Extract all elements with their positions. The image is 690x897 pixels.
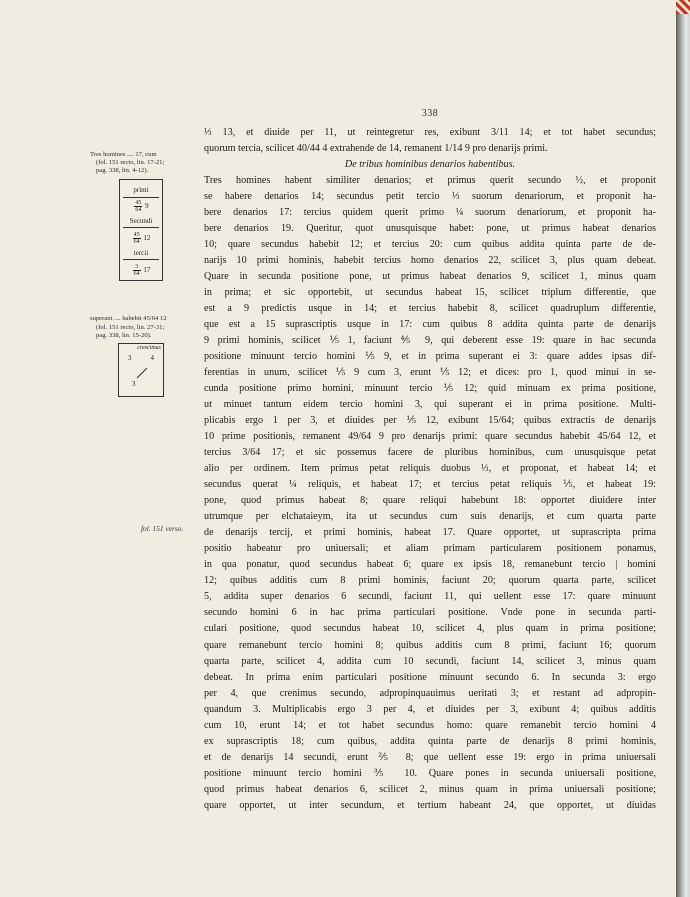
- box-divider: [123, 197, 159, 198]
- text-line: cum 10, erunt 14; et tot habet secundus homo: quare remanebit tercio homini 4: [204, 719, 656, 731]
- text-line: bere denarios 17: tercius quidem querit primo ¼ suorum denariorum, et proponit ha-: [204, 207, 656, 219]
- margin-note-2-line-2: (fol. 151 recto, lin. 27-31;: [96, 324, 165, 331]
- box2-number: 3: [132, 380, 136, 388]
- text-line: quandum 3. Multiplicabis ergo 3 per 4, et diuides per 3, exibunt 4; quibus additis: [204, 703, 656, 715]
- folio-note: fol. 151 verso.: [141, 524, 184, 533]
- margin-note-2-line-3: pag. 338, lin. 15-20).: [96, 332, 152, 339]
- page-number: 338: [421, 108, 439, 119]
- text-line: Tres homines habent similiter denarios; et primus querit secundo ½, et proponit: [204, 175, 656, 187]
- box2-label: crescimus: [137, 345, 161, 351]
- text-line: debeat. In prima enim particulari positione minuunt secundo 6. In secunda 3: ergo: [204, 671, 656, 683]
- box2-number: 4: [150, 354, 154, 362]
- margin-note-2-line-1: superant .... habebit 45/64 12: [90, 315, 167, 322]
- text-line: est a 9 predictis usque in 14; et tercius habebit 8, scilicet quadruplum differentie,: [204, 303, 656, 315]
- box-label-secundi: Secundi: [129, 217, 153, 225]
- text-line: plicabis ergo 1 per 3, et diuides per ⅕ 12, exibunt 15/64; quibus extractis de denarijs: [204, 415, 656, 427]
- text-line: et de denarijs 14 secundi, erunt ⅖ 8; que uellent esse 19: ergo in prima uniuersali: [204, 751, 656, 763]
- text-line: Quare in secunda positione pone, ut primus habeat denarios 9, scilicet 1, minus quam: [204, 271, 656, 283]
- text-line: secundo homini 6 in hac prima particulari positione. Vnde pone in secunda parti-: [204, 607, 656, 619]
- text-line: 9 primi hominis, scilicet ⅕ 1, faciunt ⅘ 9, qui deberent esse 19: quare in hac secunda: [204, 335, 656, 347]
- text-line: quarta parte, scilicet 4, addita cum 10 secundi, faciunt 14, scilicet 3, minus quam: [204, 655, 656, 667]
- text-line: ex suprascriptis 18; cum quibus, addita quinta parte de denarijs 8 primi hominis,: [204, 735, 656, 747]
- text-line: 10 prime positionis, remanent 49/64 9 pro denarijs primi: quare secundus habebit 45/64 12, et: [204, 431, 656, 443]
- box-fraction: $\frac{45}{64}$: [135, 200, 142, 213]
- text-line: ferentias in unum, scilicet ⅕ 9 cum 3, erunt ⅕ 12; et dices: pro 1, quod minui in se-: [204, 367, 656, 379]
- box-fraction: $\frac{45}{64}$: [133, 232, 140, 245]
- box2-diagonal: [119, 344, 163, 396]
- box-label-tercii: tercii: [133, 249, 149, 257]
- text-line: culari positione, quod secundus habeat 10, scilicet 4, plus quam in prima positione;: [204, 623, 656, 635]
- margin-note-1-line-3: pag. 338, lin. 4-12).: [96, 167, 149, 174]
- bookmark-tab: [676, 0, 690, 14]
- text-line: secundus querat ¼ reliquis, et habeat 17; et tercius petat reliquis ⅕, et habeat 19:: [204, 479, 656, 491]
- text-line: 5, addita super denarios 6 secundi, faciunt 11, qui uellent esse 17: quare minuunt: [204, 591, 656, 603]
- box-label-primi: primi: [133, 186, 149, 194]
- text-line: positione minuunt tercio homini ⅗ 10. Quare pones in secunda uniuersali positione,: [204, 767, 656, 779]
- box-value-tercii: $\frac{3}{64}$ 17: [133, 264, 151, 277]
- box-divider: [123, 227, 159, 228]
- text-line: quorum tercia, scilicet 40/44 4 extrahende de 14, remanent 1/14 9 pro denarijs primi.: [204, 143, 548, 155]
- body-text: [204, 125, 656, 814]
- text-line: pone, quod primus habeat 8; quare reliqui habebunt 18: opportet diuidere inter: [204, 495, 656, 507]
- text-line: quare remanebunt tercio homini 8; quibus additis cum 8 primi, faciunt 16; quorum: [204, 639, 656, 651]
- text-line: narijs 10 primi hominis, habebit tercius homo denarios 22, scilicet 3, plus quam debeat.: [204, 255, 656, 267]
- margin-note-1-line-1: Tres homines .... 17, cum: [90, 151, 157, 158]
- computation-box-1: [119, 179, 163, 281]
- text-line: 10; quare secundus habebit 12; et tercius 20: cum quibus addita quinta parte de de-: [204, 239, 656, 251]
- box-fraction: $\frac{3}{64}$: [133, 264, 140, 277]
- text-line: in prima; et sic opportebit, ut secundus habeat 15, scilicet triplum differentie, que: [204, 287, 656, 299]
- text-line: quod primus habeat denarios 6, scilicet 2, minus quam in prima uniuersali positione;: [204, 783, 656, 795]
- text-line: alio per ordinem. Item primus petat reliquis duobus ⅓, et proponat, et habeat 14; et: [204, 463, 656, 475]
- box-divider: [123, 259, 159, 260]
- text-line: positione minuunt tercio homini ⅕ 9, et in prima superant ei 3: quare addes ipsas dif-: [204, 351, 656, 363]
- text-line: utrumque per elchataieym, ita ut secundus cum suis denarijs, et cum quarta parte: [204, 511, 656, 523]
- text-line: 12; quibus additis cum 8 primi hominis, faciunt 20; quorum quarta parte, scilicet: [204, 575, 656, 587]
- text-line: cunda positione primo homini, minuunt tercio ⅕ 12; quid minuam ex prima positione,: [204, 383, 656, 395]
- page-edge: [676, 0, 690, 897]
- text-line: ut minuet tantum eidem tercio homini 3, qui superant ei in prima positione. Multi-: [204, 399, 656, 411]
- section-heading: De tribus hominibus denarios habentibus.: [344, 159, 516, 171]
- text-line: de denarijs tercij, et primi hominis, habeat 17. Quare opportet, ut suprascripta prima: [204, 527, 656, 539]
- margin-note-1-line-2: (fol. 151 recto, lin. 17-21;: [96, 159, 165, 166]
- text-line: tercius 3/64 17; et sic possemus facere de pluribus hominibus, cum unusquisque petat: [204, 447, 656, 459]
- box-value-primi: $\frac{45}{64}$ 9: [135, 200, 149, 213]
- text-line: positio habeatur pro uniuersali; et aliam primam particularem positionem ponamus,: [204, 543, 656, 555]
- text-line: quare opportet, ut inter secundum, et tertium habeant 24, que opportet, ut diuidas: [204, 799, 656, 811]
- box2-number: 3: [128, 354, 132, 362]
- computation-box-2: [118, 343, 164, 397]
- text-line: bere denarios 19. Queritur, quot unusquisque habet: pone, ut primus habeat denarios: [204, 223, 656, 235]
- text-line: que est a 15 suprascriptis usque in 17: cum quibus 8 addita quinta parte de denarijs: [204, 319, 656, 331]
- text-line: in qua ponatur, quod secundus habeat 6; quare ex ipsis 18, remanebunt tercio | homini: [204, 559, 656, 571]
- text-line: se habere denarios 14; secundus petit tercio ⅓ suorum denariorum, et proponit ha-: [204, 191, 656, 203]
- box-value-secundi: $\frac{45}{64}$ 12: [133, 232, 151, 245]
- text-line: per 4, que crenimus secundo, adpropinquauimus ueritati 3; et restant ad adpropin-: [204, 687, 656, 699]
- text-line: ⅓ 13, et diuide per 11, ut reintegretur res, exibunt 3/11 14; et tot habet secundus;: [204, 127, 656, 138]
